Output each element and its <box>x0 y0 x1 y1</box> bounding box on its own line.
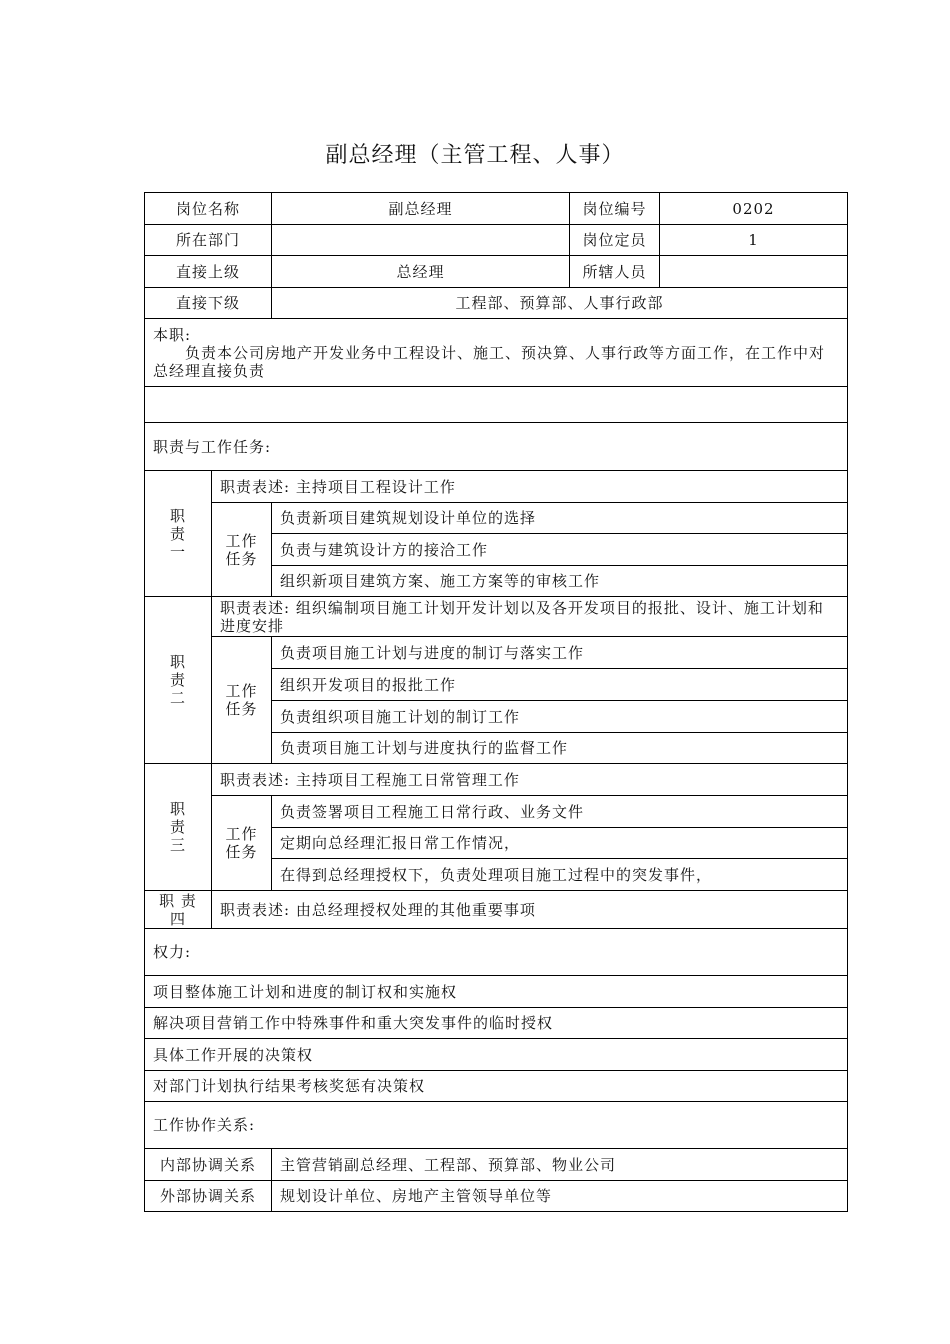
resp3-task-3: 在得到总经理授权下，负责处理项目施工过程中的突发事件， <box>272 859 848 891</box>
relation-internal-label: 内部协调关系 <box>145 1149 272 1181</box>
resp2-task-label: 工作 任务 <box>212 637 272 764</box>
resp4-label <box>145 891 212 929</box>
resp1-task-3: 组织新项目建筑方案、施工方案等的审核工作 <box>272 566 848 597</box>
post-no-value: 0202 <box>660 193 848 225</box>
resp1-label <box>145 471 212 597</box>
dept-value <box>272 225 570 256</box>
resp4-label-text: 职 责 四 <box>159 891 197 928</box>
resp3-task-2: 定期向总经理汇报日常工作情况， <box>272 828 848 859</box>
resp2-task-2: 组织开发项目的报批工作 <box>272 669 848 701</box>
duty-label: 本职: <box>153 325 192 344</box>
power-1: 项目整体施工计划和进度的制订权和实施权 <box>145 976 848 1008</box>
resp2-label-text: 职 责 二 <box>170 653 187 707</box>
resp2-label <box>145 597 212 764</box>
resp1-task-label: 工作 任务 <box>212 503 272 597</box>
staff-value <box>660 256 848 288</box>
resp2-task-3: 负责组织项目施工计划的制订工作 <box>272 701 848 733</box>
resp1-task-1: 负责新项目建筑规划设计单位的选择 <box>272 503 848 534</box>
duty-text: 负责本公司房地产开发业务中工程设计、施工、预决算、人事行政等方面工作，在工作中对总经理直接负责 <box>153 343 826 380</box>
relation-external-value: 规划设计单位、房地产主管领导单位等 <box>272 1181 848 1212</box>
staff-label: 所辖人员 <box>570 256 660 288</box>
resp1-label-text: 职 责 一 <box>170 506 187 561</box>
relations-heading: 工作协作关系: <box>145 1102 848 1149</box>
subordinate-value: 工程部、预算部、人事行政部 <box>272 288 848 319</box>
resp3-label-text: 职 责 三 <box>170 800 187 854</box>
relation-external-label: 外部协调关系 <box>145 1181 272 1212</box>
powers-heading: 权力: <box>145 929 848 976</box>
job-description-table <box>144 192 848 1212</box>
tasks-heading: 职责与工作任务: <box>145 423 848 471</box>
duty-cell <box>145 319 848 387</box>
resp1-task-2: 负责与建筑设计方的接洽工作 <box>272 534 848 566</box>
subordinate-label: 直接下级 <box>145 288 272 319</box>
resp3-task-1: 负责签署项目工程施工日常行政、业务文件 <box>272 796 848 828</box>
power-3: 具体工作开展的决策权 <box>145 1039 848 1071</box>
page-title: 副总经理（主管工程、人事） <box>325 143 625 168</box>
resp3-desc: 职责表述: 主持项目工程施工日常管理工作 <box>212 764 848 796</box>
post-name-value: 副总经理 <box>272 193 570 225</box>
superior-label: 直接上级 <box>145 256 272 288</box>
quota-value: 1 <box>660 225 848 256</box>
resp3-task-label: 工作 任务 <box>212 796 272 891</box>
resp2-desc: 职责表述: 组织编制项目施工计划开发计划以及各开发项目的报批、设计、施工计划和进度安排 <box>212 597 848 637</box>
resp2-task-1: 负责项目施工计划与进度的制订与落实工作 <box>272 637 848 669</box>
power-2: 解决项目营销工作中特殊事件和重大突发事件的临时授权 <box>145 1008 848 1039</box>
empty-row <box>145 387 848 423</box>
dept-label: 所在部门 <box>145 225 272 256</box>
resp3-label <box>145 764 212 891</box>
post-no-label: 岗位编号 <box>570 193 660 225</box>
resp4-desc: 职责表述: 由总经理授权处理的其他重要事项 <box>212 891 848 929</box>
quota-label: 岗位定员 <box>570 225 660 256</box>
relation-internal-value: 主管营销副总经理、工程部、预算部、物业公司 <box>272 1149 848 1181</box>
superior-value: 总经理 <box>272 256 570 288</box>
resp1-desc: 职责表述: 主持项目工程设计工作 <box>212 471 848 503</box>
post-name-label: 岗位名称 <box>145 193 272 225</box>
power-4: 对部门计划执行结果考核奖惩有决策权 <box>145 1071 848 1102</box>
resp2-task-4: 负责项目施工计划与进度执行的监督工作 <box>272 733 848 764</box>
